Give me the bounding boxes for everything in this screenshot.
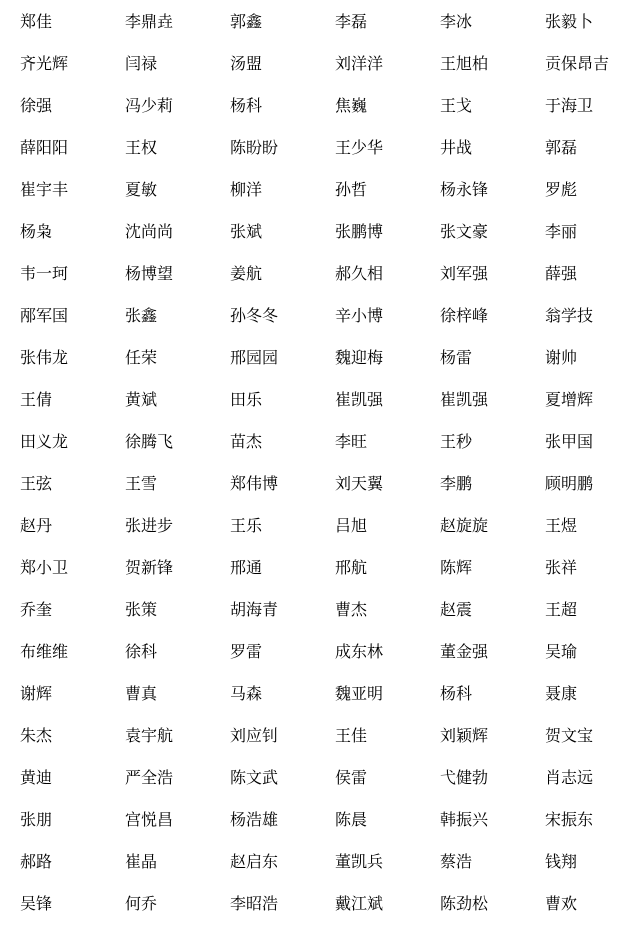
name-cell: 顾明鹏 xyxy=(545,476,594,493)
name-cell: 陈盼盼 xyxy=(230,140,279,157)
name-cell: 徐强 xyxy=(20,98,53,115)
name-cell: 蔡浩 xyxy=(440,854,473,871)
name-cell: 严全浩 xyxy=(125,770,174,787)
name-cell: 赵启东 xyxy=(230,854,279,871)
name-cell: 赵丹 xyxy=(20,518,53,535)
name-cell: 郭鑫 xyxy=(230,14,263,31)
name-cell: 侯雷 xyxy=(335,770,368,787)
name-cell: 杨永锋 xyxy=(440,182,489,199)
name-cell: 郑佳 xyxy=(20,14,53,31)
name-cell: 李昭浩 xyxy=(230,896,279,913)
name-cell: 袁宇航 xyxy=(125,728,174,745)
name-cell: 聂康 xyxy=(545,686,578,703)
name-cell: 赵旋旋 xyxy=(440,518,489,535)
name-cell: 翁学技 xyxy=(545,308,594,325)
name-cell: 姜航 xyxy=(230,266,263,283)
name-cell: 陈文武 xyxy=(230,770,279,787)
name-cell: 刘应钊 xyxy=(230,728,279,745)
name-cell: 夏增辉 xyxy=(545,392,594,409)
name-cell: 张祥 xyxy=(545,560,578,577)
name-cell: 郝路 xyxy=(20,854,53,871)
name-cell: 王佳 xyxy=(335,728,368,745)
name-cell: 胡海青 xyxy=(230,602,279,619)
name-cell: 王煜 xyxy=(545,518,578,535)
name-cell: 徐腾飞 xyxy=(125,434,174,451)
name-cell: 冯少莉 xyxy=(125,98,174,115)
name-cell: 宫悦昌 xyxy=(125,812,174,829)
name-cell: 李冰 xyxy=(440,14,473,31)
name-cell: 邢航 xyxy=(335,560,368,577)
name-cell: 吴锋 xyxy=(20,896,53,913)
name-cell: 张毅卜 xyxy=(545,14,594,31)
name-cell: 王弦 xyxy=(20,476,53,493)
name-cell: 张鑫 xyxy=(125,308,158,325)
name-cell: 贺文宝 xyxy=(545,728,594,745)
name-cell: 孙哲 xyxy=(335,182,368,199)
name-cell: 杨枭 xyxy=(20,224,53,241)
name-cell: 杨科 xyxy=(440,686,473,703)
name-cell: 辛小博 xyxy=(335,308,384,325)
name-cell: 李旺 xyxy=(335,434,368,451)
name-cell: 贡保昂吉 xyxy=(545,56,610,73)
name-cell: 崔宇丰 xyxy=(20,182,69,199)
name-cell: 弋健勃 xyxy=(440,770,489,787)
name-cell: 井战 xyxy=(440,140,473,157)
name-cell: 宋振东 xyxy=(545,812,594,829)
name-cell: 黄迪 xyxy=(20,770,53,787)
name-cell: 杨浩雄 xyxy=(230,812,279,829)
name-cell: 郑伟博 xyxy=(230,476,279,493)
name-cell: 齐光辉 xyxy=(20,56,69,73)
name-cell: 布维维 xyxy=(20,644,69,661)
name-cell: 王少华 xyxy=(335,140,384,157)
name-cell: 汤盟 xyxy=(230,56,263,73)
name-cell: 王权 xyxy=(125,140,158,157)
name-cell: 张鹏博 xyxy=(335,224,384,241)
name-cell: 柳洋 xyxy=(230,182,263,199)
name-cell: 杨雷 xyxy=(440,350,473,367)
name-cell: 魏迎梅 xyxy=(335,350,384,367)
name-cell: 曹杰 xyxy=(335,602,368,619)
name-cell: 谢帅 xyxy=(545,350,578,367)
name-cell: 张文豪 xyxy=(440,224,489,241)
name-cell: 韩振兴 xyxy=(440,812,489,829)
name-cell: 罗雷 xyxy=(230,644,263,661)
name-cell: 杨博望 xyxy=(125,266,174,283)
name-cell: 魏亚明 xyxy=(335,686,384,703)
name-cell: 黄斌 xyxy=(125,392,158,409)
name-cell: 邢通 xyxy=(230,560,263,577)
name-cell: 崔凯强 xyxy=(440,392,489,409)
name-cell: 田乐 xyxy=(230,392,263,409)
name-cell: 陈劲松 xyxy=(440,896,489,913)
name-cell: 张进步 xyxy=(125,518,174,535)
name-cell: 王秒 xyxy=(440,434,473,451)
name-cell: 王倩 xyxy=(20,392,53,409)
name-cell: 刘颖辉 xyxy=(440,728,489,745)
name-cell: 于海卫 xyxy=(545,98,594,115)
name-cell: 乔奎 xyxy=(20,602,53,619)
name-cell: 焦巍 xyxy=(335,98,368,115)
name-cell: 董凯兵 xyxy=(335,854,384,871)
name-cell: 张策 xyxy=(125,602,158,619)
name-cell: 吴瑜 xyxy=(545,644,578,661)
name-cell: 崔凯强 xyxy=(335,392,384,409)
name-cell: 曹真 xyxy=(125,686,158,703)
name-cell: 韦一珂 xyxy=(20,266,69,283)
name-cell: 王戈 xyxy=(440,98,473,115)
name-cell: 张斌 xyxy=(230,224,263,241)
name-cell: 肖志远 xyxy=(545,770,594,787)
name-cell: 刘军强 xyxy=(440,266,489,283)
name-cell: 贺新锋 xyxy=(125,560,174,577)
name-cell: 朱杰 xyxy=(20,728,53,745)
name-cell: 徐科 xyxy=(125,644,158,661)
name-cell: 曹欢 xyxy=(545,896,578,913)
name-cell: 郭磊 xyxy=(545,140,578,157)
name-cell: 成东林 xyxy=(335,644,384,661)
name-cell: 吕旭 xyxy=(335,518,368,535)
name-cell: 李磊 xyxy=(335,14,368,31)
name-cell: 马森 xyxy=(230,686,263,703)
name-cell: 张朋 xyxy=(20,812,53,829)
name-cell: 王旭柏 xyxy=(440,56,489,73)
name-cell: 田义龙 xyxy=(20,434,69,451)
name-cell: 王乐 xyxy=(230,518,263,535)
name-cell: 郑小卫 xyxy=(20,560,69,577)
name-cell: 夏敏 xyxy=(125,182,158,199)
name-cell: 陈辉 xyxy=(440,560,473,577)
name-cell: 崔晶 xyxy=(125,854,158,871)
name-cell: 邴军国 xyxy=(20,308,69,325)
name-cell: 任荣 xyxy=(125,350,158,367)
name-cell: 徐梓峰 xyxy=(440,308,489,325)
name-cell: 张伟龙 xyxy=(20,350,69,367)
name-cell: 王超 xyxy=(545,602,578,619)
name-cell: 王雪 xyxy=(125,476,158,493)
name-list-grid xyxy=(20,9,620,933)
name-cell: 戴江斌 xyxy=(335,896,384,913)
name-cell: 孙冬冬 xyxy=(230,308,279,325)
name-cell: 罗彪 xyxy=(545,182,578,199)
name-cell: 刘天翼 xyxy=(335,476,384,493)
name-cell: 钱翔 xyxy=(545,854,578,871)
name-cell: 董金强 xyxy=(440,644,489,661)
name-cell: 薛强 xyxy=(545,266,578,283)
name-cell: 薛阳阳 xyxy=(20,140,69,157)
name-cell: 李鹏 xyxy=(440,476,473,493)
name-cell: 李丽 xyxy=(545,224,578,241)
name-cell: 闫禄 xyxy=(125,56,158,73)
name-cell: 张甲国 xyxy=(545,434,594,451)
name-cell: 杨科 xyxy=(230,98,263,115)
name-cell: 邢园园 xyxy=(230,350,279,367)
name-cell: 苗杰 xyxy=(230,434,263,451)
name-cell: 沈尚尚 xyxy=(125,224,174,241)
name-cell: 谢辉 xyxy=(20,686,53,703)
name-cell: 刘洋洋 xyxy=(335,56,384,73)
name-cell: 何乔 xyxy=(125,896,158,913)
name-cell: 李鼎垚 xyxy=(125,14,174,31)
name-cell: 赵震 xyxy=(440,602,473,619)
name-cell: 郝久相 xyxy=(335,266,384,283)
name-cell: 陈晨 xyxy=(335,812,368,829)
